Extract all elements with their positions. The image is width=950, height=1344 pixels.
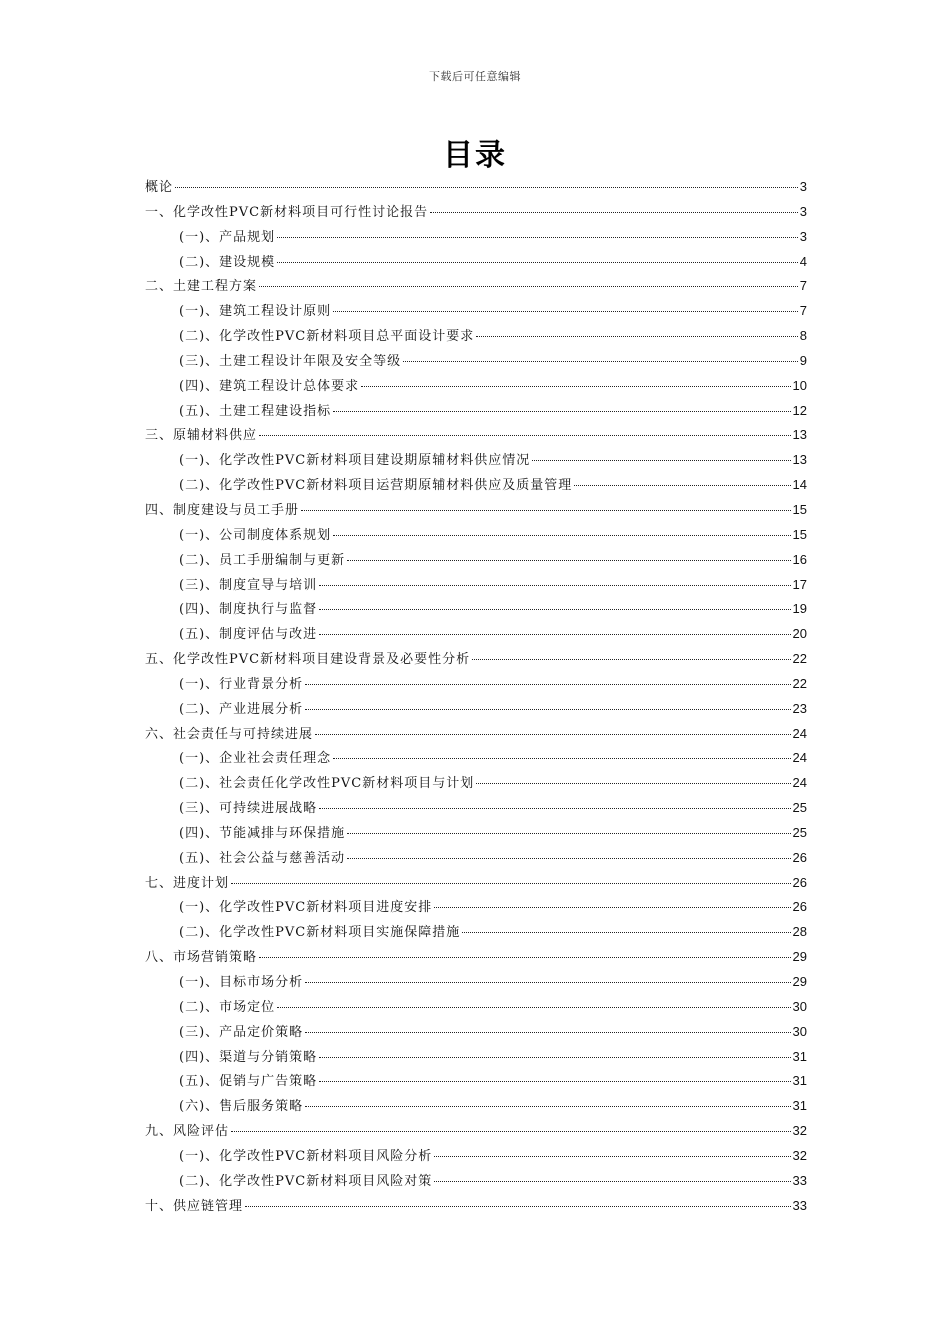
- toc-entry[interactable]: [145, 672, 807, 697]
- toc-dot-leader: [532, 460, 790, 461]
- toc-dot-leader: [333, 758, 790, 759]
- toc-page-number: 13: [792, 427, 807, 443]
- toc-dot-leader: [434, 1181, 790, 1182]
- toc-page-number: 32: [792, 1147, 807, 1163]
- toc-page-number: 29: [792, 974, 807, 989]
- page-title: 目录: [443, 138, 507, 173]
- toc-dot-leader: [472, 659, 790, 660]
- toc-entry-title: (二)、化学改性PVC新材料项目实施保障措施: [179, 925, 461, 941]
- toc-entry-title: (二)、化学改性PVC新材料项目总平面设计要求: [179, 329, 475, 345]
- toc-entry-title: (四)、渠道与分销策略: [179, 1049, 318, 1065]
- toc-entry[interactable]: [145, 200, 807, 225]
- toc-page-number: 25: [792, 824, 807, 840]
- toc-entry-title: (二)、化学改性PVC新材料项目运营期原辅材料供应及质量管理: [179, 478, 573, 494]
- toc-entry-title: (二)、建设规模: [179, 254, 276, 270]
- toc-page-number: 32: [792, 1123, 807, 1139]
- toc-dot-leader: [231, 883, 791, 884]
- toc-dot-leader: [476, 783, 790, 784]
- toc-page-number: 24: [792, 725, 807, 741]
- toc-entry-title: (三)、可持续进展战略: [179, 801, 318, 817]
- toc-page-number: 26: [792, 899, 807, 915]
- toc-page-number: 23: [792, 700, 807, 716]
- toc-entry[interactable]: [145, 1069, 807, 1094]
- toc-entry[interactable]: [145, 274, 807, 299]
- toc-entry[interactable]: [145, 597, 807, 622]
- toc-dot-leader: [301, 510, 791, 511]
- toc-page-number: 3: [799, 203, 807, 219]
- toc-page-number: 29: [792, 949, 807, 965]
- toc-entry-title: (三)、制度宣导与培训: [179, 577, 318, 593]
- toc-entry-title: (五)、土建工程建设指标: [179, 403, 332, 419]
- toc-entry-title: (一)、行业背景分析: [179, 676, 304, 692]
- toc-entry[interactable]: [145, 846, 807, 871]
- toc-page-number: 26: [792, 849, 807, 865]
- toc-entry-title: (四)、建筑工程设计总体要求: [179, 378, 360, 394]
- toc-entry[interactable]: [145, 1094, 807, 1119]
- toc-entry[interactable]: [145, 573, 807, 598]
- toc-dot-leader: [434, 907, 790, 908]
- toc-page-number: 26: [792, 874, 807, 890]
- toc-entry[interactable]: [145, 523, 807, 548]
- toc-page-number: 25: [792, 800, 807, 816]
- toc-entry-title: (五)、社会公益与慈善活动: [179, 850, 346, 866]
- toc-dot-leader: [305, 1032, 790, 1033]
- toc-dot-leader: [305, 982, 790, 983]
- toc-entry-title: (五)、促销与广告策略: [179, 1074, 318, 1090]
- toc-entry-title: (四)、制度执行与监督: [179, 602, 318, 618]
- toc-page-number: 33: [792, 1197, 807, 1213]
- toc-entry[interactable]: [145, 722, 807, 747]
- toc-page-number: 33: [792, 1172, 807, 1188]
- toc-entry-title: (二)、产业进展分析: [179, 701, 304, 717]
- toc-page-number: 28: [792, 924, 807, 940]
- toc-entry[interactable]: [145, 423, 807, 448]
- toc-page-number: 13: [792, 452, 807, 468]
- toc-entry[interactable]: [145, 1169, 807, 1194]
- toc-dot-leader: [333, 311, 798, 312]
- toc-entry[interactable]: [145, 349, 807, 374]
- toc-page-number: 7: [799, 303, 807, 319]
- toc-entry-title: (二)、化学改性PVC新材料项目风险对策: [179, 1173, 433, 1189]
- toc-page-number: 22: [792, 651, 807, 667]
- toc-dot-leader: [574, 485, 790, 486]
- toc-entry[interactable]: [145, 448, 807, 473]
- toc-page-number: 3: [799, 228, 807, 244]
- toc-dot-leader: [347, 560, 790, 561]
- toc-entry[interactable]: [145, 1119, 807, 1144]
- toc-entry[interactable]: [145, 895, 807, 920]
- toc-entry-title: 一、化学改性PVC新材料项目可行性讨论报告: [145, 204, 429, 220]
- toc-dot-leader: [319, 808, 790, 809]
- toc-entry-title: 七、进度计划: [145, 875, 230, 891]
- toc-entry[interactable]: [145, 995, 807, 1020]
- toc-entry[interactable]: [145, 1020, 807, 1045]
- toc-dot-leader: [403, 361, 798, 362]
- toc-page-number: 31: [792, 1098, 807, 1114]
- toc-page-number: 31: [792, 1073, 807, 1089]
- toc-entry-title: (五)、制度评估与改进: [179, 627, 318, 643]
- toc-dot-leader: [277, 1007, 790, 1008]
- toc-dot-leader: [434, 1156, 790, 1157]
- toc-entry-title: (一)、企业社会责任理念: [179, 751, 332, 767]
- toc-entry-title: (六)、售后服务策略: [179, 1099, 304, 1115]
- toc-entry-title: (一)、建筑工程设计原则: [179, 304, 332, 320]
- toc-entry[interactable]: [145, 647, 807, 672]
- toc-entry[interactable]: [145, 622, 807, 647]
- toc-dot-leader: [305, 684, 790, 685]
- toc-entry-title: (三)、土建工程设计年限及安全等级: [179, 353, 402, 369]
- toc-entry-title: (一)、产品规划: [179, 229, 276, 245]
- toc-entry-title: (一)、目标市场分析: [179, 975, 304, 990]
- toc-entry-title: 九、风险评估: [145, 1124, 230, 1140]
- toc-entry[interactable]: [145, 374, 807, 399]
- toc-entry-title: (二)、市场定位: [179, 999, 276, 1015]
- toc-entry[interactable]: [145, 473, 807, 498]
- toc-page-number: 16: [792, 551, 807, 567]
- toc-page-number: 17: [792, 576, 807, 592]
- toc-dot-leader: [347, 858, 790, 859]
- toc-dot-leader: [305, 709, 790, 710]
- toc-dot-leader: [319, 585, 790, 586]
- toc-dot-leader: [319, 634, 790, 635]
- toc-page-number: 8: [799, 328, 807, 344]
- toc-dot-leader: [333, 535, 790, 536]
- toc-entry-title: 五、化学改性PVC新材料项目建设背景及必要性分析: [145, 652, 471, 668]
- toc-dot-leader: [259, 286, 798, 287]
- toc-page-number: 14: [792, 477, 807, 493]
- toc-dot-leader: [319, 609, 790, 610]
- toc-entry[interactable]: [145, 1144, 807, 1169]
- toc-page-number: 7: [799, 278, 807, 294]
- toc-dot-leader: [175, 187, 798, 188]
- toc-entry[interactable]: [145, 324, 807, 349]
- toc-entry-title: (一)、化学改性PVC新材料项目建设期原辅材料供应情况: [179, 453, 531, 469]
- toc-entry-title: 四、制度建设与员工手册: [145, 502, 300, 518]
- toc-entry-title: (二)、社会责任化学改性PVC新材料项目与计划: [179, 776, 475, 792]
- toc-entry[interactable]: [145, 1045, 807, 1070]
- toc-dot-leader: [277, 237, 798, 238]
- toc-entry[interactable]: [145, 771, 807, 796]
- toc-dot-leader: [259, 435, 791, 436]
- toc-entry-title: 六、社会责任与可持续进展: [145, 726, 314, 742]
- toc-entry[interactable]: [145, 175, 807, 200]
- toc-dot-leader: [347, 833, 790, 834]
- toc-page-number: 10: [792, 377, 807, 393]
- toc-page-number: 15: [792, 501, 807, 517]
- toc-entry[interactable]: [145, 498, 807, 523]
- table-of-contents: [145, 175, 807, 1218]
- toc-page-number: 30: [792, 998, 807, 1014]
- toc-page-number: 24: [792, 775, 807, 791]
- toc-entry[interactable]: [145, 821, 807, 846]
- toc-dot-leader: [333, 411, 790, 412]
- toc-entry[interactable]: [145, 250, 807, 275]
- toc-entry[interactable]: [145, 970, 807, 995]
- toc-entry[interactable]: [145, 796, 807, 821]
- toc-page-number: 30: [792, 1023, 807, 1039]
- toc-dot-leader: [361, 386, 790, 387]
- toc-entry[interactable]: [145, 225, 807, 250]
- toc-page-number: 22: [792, 675, 807, 691]
- toc-dot-leader: [315, 734, 791, 735]
- toc-dot-leader: [476, 336, 798, 337]
- toc-entry[interactable]: [145, 1194, 807, 1219]
- toc-page-number: 31: [792, 1048, 807, 1064]
- toc-dot-leader: [430, 212, 798, 213]
- toc-entry-title: (一)、公司制度体系规划: [179, 527, 332, 543]
- toc-dot-leader: [231, 1131, 791, 1132]
- toc-entry-title: 八、市场营销策略: [145, 950, 258, 966]
- toc-entry-title: (四)、节能减排与环保措施: [179, 825, 346, 841]
- toc-entry[interactable]: [145, 548, 807, 573]
- toc-entry[interactable]: [145, 299, 807, 324]
- toc-entry-title: 三、原辅材料供应: [145, 428, 258, 444]
- toc-dot-leader: [319, 1081, 790, 1082]
- toc-page-number: 9: [799, 352, 807, 368]
- toc-page-number: 4: [799, 253, 807, 269]
- toc-page-number: 15: [792, 526, 807, 542]
- toc-entry-title: 概论: [145, 180, 174, 195]
- toc-entry-title: (三)、产品定价策略: [179, 1024, 304, 1040]
- toc-page-number: 20: [792, 626, 807, 642]
- page-header: 下载后可任意编辑: [429, 70, 521, 83]
- toc-entry[interactable]: [145, 697, 807, 722]
- toc-dot-leader: [259, 957, 791, 958]
- toc-page-number: 12: [792, 402, 807, 418]
- toc-entry-title: 十、供应链管理: [145, 1198, 244, 1214]
- toc-entry[interactable]: [145, 399, 807, 424]
- toc-page-number: 19: [792, 601, 807, 617]
- toc-entry-title: (二)、员工手册编制与更新: [179, 552, 346, 568]
- toc-dot-leader: [305, 1106, 790, 1107]
- toc-entry[interactable]: [145, 920, 807, 945]
- toc-dot-leader: [319, 1057, 790, 1058]
- toc-page-number: 24: [792, 750, 807, 766]
- toc-dot-leader: [245, 1206, 791, 1207]
- toc-entry-title: 二、土建工程方案: [145, 279, 258, 295]
- toc-entry[interactable]: [145, 945, 807, 970]
- toc-entry[interactable]: [145, 871, 807, 896]
- toc-entry-title: (一)、化学改性PVC新材料项目进度安排: [179, 900, 433, 916]
- toc-page-number: 3: [799, 179, 807, 194]
- toc-entry[interactable]: [145, 746, 807, 771]
- toc-entry-title: (一)、化学改性PVC新材料项目风险分析: [179, 1148, 433, 1164]
- toc-dot-leader: [277, 262, 798, 263]
- toc-dot-leader: [462, 932, 790, 933]
